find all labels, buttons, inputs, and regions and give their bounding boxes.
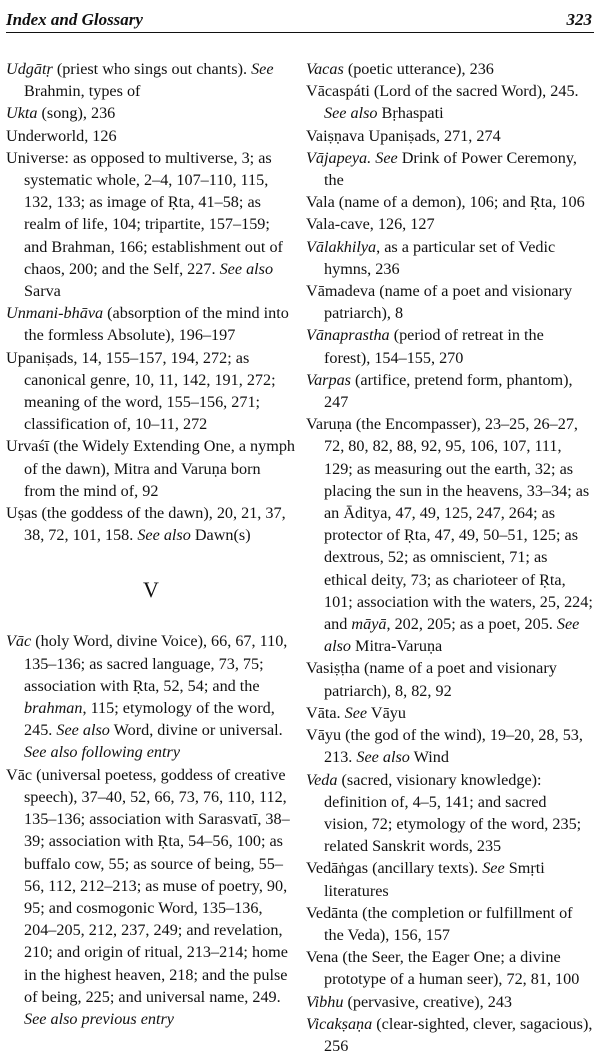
index-entry xyxy=(306,1013,594,1057)
running-head-title: Index and Glossary xyxy=(6,10,143,29)
entry-text: Uṣas (the goddess of the dawn), 20, 21, 37, 38, 72, 101, 158. xyxy=(6,504,286,545)
entry-text: Vicakṣaṇa xyxy=(306,1014,373,1033)
entry-text: See also xyxy=(324,104,378,123)
entry-text: Underworld, 126 xyxy=(6,126,117,145)
entry-text: Vāc (universal poetess, goddess of creative speech), 37–40, 52, 66, 73, 76, 110, 112, 135–136; association with Sarasvatī, 38–39; association with Ṛta, 54–56, 100; as buffalo cow, 55; as source of being, 55–56, 112, 212–213; as muse of poetry, 90, 95; and cosmogonic Word, 135–136, 204–205, 212, 237, 249; and revelation, 210; and origin of ritual, 213–214; home in the highest heaven, 218; and the pulse of being, 225; and universal name, 249. xyxy=(6,765,290,1006)
index-entry xyxy=(6,125,296,147)
entry-text: Udgātṛ xyxy=(6,60,53,78)
entry-text: Veda xyxy=(306,770,338,789)
entry-text: Vedāṅgas (ancillary texts). xyxy=(306,859,483,878)
entry-text: (priest who sings out chants). xyxy=(52,60,252,78)
entry-text: Smṛti literatures xyxy=(324,859,545,900)
entry-text: See also xyxy=(356,748,410,767)
page-number: 323 xyxy=(566,10,592,29)
entry-text: Word, divine or universal. xyxy=(109,721,283,740)
index-entry xyxy=(6,102,296,124)
index-entry xyxy=(306,58,594,80)
index-entry xyxy=(306,857,594,901)
entry-text: Vena (the Seer, the Eager One; a divine prototype of a human seer), 72, 81, 100 xyxy=(306,948,580,989)
index-entry xyxy=(306,324,594,368)
entry-text: Universe: as opposed to multiverse, 3; as systematic whole, 2–4, 107–110, 115, 132, 133; as image of Ṛta, 41–58; as realm of life, 104; tripartite, 157–159; and Brahman, 166; establishment out of chaos, 200; and the Self, 227. xyxy=(6,148,283,278)
page-header xyxy=(0,0,600,40)
index-entry xyxy=(306,280,594,324)
entry-text: Sarva xyxy=(24,282,61,301)
entry-text: See also xyxy=(324,615,580,656)
index-entry xyxy=(6,764,296,1030)
entry-text: See also xyxy=(56,721,110,740)
index-entry xyxy=(306,413,594,657)
header-rule xyxy=(6,32,594,33)
entry-text: Vāta. xyxy=(306,703,345,722)
entry-text: Vāyu xyxy=(367,703,406,722)
entry-text: (song), 236 xyxy=(37,104,116,123)
index-entry xyxy=(306,125,594,147)
entry-text: See also following entry xyxy=(24,743,181,762)
entry-text: Vacas xyxy=(306,60,344,78)
index-entry xyxy=(306,213,594,235)
entry-text: See also previous entry xyxy=(24,1009,174,1028)
entry-text: Vāc xyxy=(6,632,32,651)
entry-text: Vāmadeva (name of a poet and visionary patriarch), 8 xyxy=(306,282,573,323)
index-entry xyxy=(306,991,594,1013)
entry-text: See also xyxy=(137,526,191,545)
index-entry xyxy=(306,902,594,946)
entry-text: See also xyxy=(219,259,274,278)
index-entry xyxy=(306,236,594,280)
entry-text: Dawn(s) xyxy=(190,526,251,545)
index-entry xyxy=(306,191,594,213)
entry-text: Upaniṣads, 14, 155–157, 194, 272; as canonical genre, 10, 11, 142, 191, 272; meaning of the word, 155–156, 271; classification of, 10–11, 272 xyxy=(6,348,276,434)
index-entry xyxy=(306,724,594,768)
entry-text: Unmani-bhāva xyxy=(6,304,104,323)
entry-text: brahman xyxy=(24,699,83,718)
index-entry xyxy=(306,946,594,990)
index-entry xyxy=(6,347,296,436)
entry-text: Vālakhilya xyxy=(306,237,377,256)
entry-text: Vibhu xyxy=(306,992,344,1011)
entry-text: Ukta xyxy=(6,104,38,123)
index-entry xyxy=(6,435,296,502)
entry-text: See xyxy=(482,859,505,878)
index-entry xyxy=(6,58,296,102)
entry-text: Drink of Power Ceremony, the xyxy=(324,148,577,190)
left-column xyxy=(6,58,296,1030)
entry-text: Wind xyxy=(409,748,449,767)
entry-text: Bṛhaspati xyxy=(377,104,444,123)
entry-text: See xyxy=(251,60,274,78)
entry-text: , 202, 205; as a poet, 205. xyxy=(386,615,557,634)
entry-text: Vala-cave, 126, 127 xyxy=(306,215,435,234)
entry-text: Urvaśī (the Widely Extending One, a nymph of the dawn), Mitra and Varuṇa born from the mind of, 92 xyxy=(6,437,296,500)
entry-text: See xyxy=(344,703,368,722)
entry-text: , 115; etymology of the word, 245. xyxy=(24,699,275,740)
index-entry xyxy=(306,702,594,724)
entry-text: (artifice, pretend form, phantom), 247 xyxy=(324,370,573,412)
entry-text: Vaiṣṇava Upaniṣads, 271, 274 xyxy=(306,126,501,145)
entry-text: Vācaspáti (Lord of the sacred Word), 245. xyxy=(306,82,579,101)
entry-text: Vāyu (the god of the wind), 19–20, 28, 53, 213. xyxy=(306,726,583,767)
entry-text: Varuṇa (the Encompasser), 23–25, 26–27, 72, 80, 82, 88, 92, 95, 106, 107, 111, 129; as measuring out the earth, 32; as placing the sun in the heavens, 33–34; as an Āditya, 47, 49, 125, 247, 264; as protector of Ṛta, 47, 49, 50–51, 125; as dextrous, 52; as omniscient, 71; as ethical deity, 73; as charioteer of Ṛta, 101; association with the waters, 25, 224; and xyxy=(306,415,593,634)
entry-text: (absorption of the mind into the formless Absolute), 196–197 xyxy=(24,304,289,345)
index-entries-v xyxy=(6,630,296,1030)
section-letter-v: V xyxy=(143,577,159,603)
index-entries-u xyxy=(6,58,296,546)
index-entry xyxy=(306,657,594,701)
entry-text: (poetic utterance), 236 xyxy=(343,60,494,78)
entry-text: Vedānta (the completion or fulfillment of the Veda), 156, 157 xyxy=(306,903,573,944)
entry-text: , as a particular set of Vedic hymns, 236 xyxy=(324,237,556,278)
entry-text: (period of retreat in the forest), 154–155, 270 xyxy=(324,326,544,367)
entry-text: Vājapeya. See xyxy=(306,148,398,167)
entry-text: Brahmin, types of xyxy=(24,82,141,101)
entry-text: (holy Word, divine Voice), 66, 67, 110, 135–136; as sacred language, 73, 75; association with Ṛta, 52, 54; and the xyxy=(24,632,288,695)
index-entry xyxy=(306,147,594,191)
entry-text: (pervasive, creative), 243 xyxy=(343,992,513,1011)
index-entry xyxy=(6,147,296,302)
index-entry xyxy=(6,302,296,346)
index-entry xyxy=(6,502,296,546)
index-entry xyxy=(306,769,594,858)
index-entry xyxy=(306,369,594,413)
index-entry xyxy=(306,80,594,124)
entry-text: Vasiṣṭha (name of a poet and visionary patriarch), 8, 82, 92 xyxy=(306,659,557,700)
entry-text: (sacred, visionary knowledge): definition of, 4–5, 141; and sacred vision, 72; etymology of the word, 235; related Sanskrit words, 235 xyxy=(324,770,582,856)
entry-text: Mitra-Varuṇa xyxy=(351,637,443,656)
entry-text: Vala (name of a demon), 106; and Ṛta, 106 xyxy=(306,193,585,212)
entry-text: māyā xyxy=(351,615,387,634)
right-column xyxy=(306,58,594,1057)
index-entries-v-continued xyxy=(306,58,594,1057)
entry-text: Vānaprastha xyxy=(306,326,390,345)
entry-text: Varpas xyxy=(306,370,351,389)
index-entry xyxy=(6,630,296,763)
entry-text: (clear-sighted, clever, sagacious), 256 xyxy=(324,1014,593,1055)
